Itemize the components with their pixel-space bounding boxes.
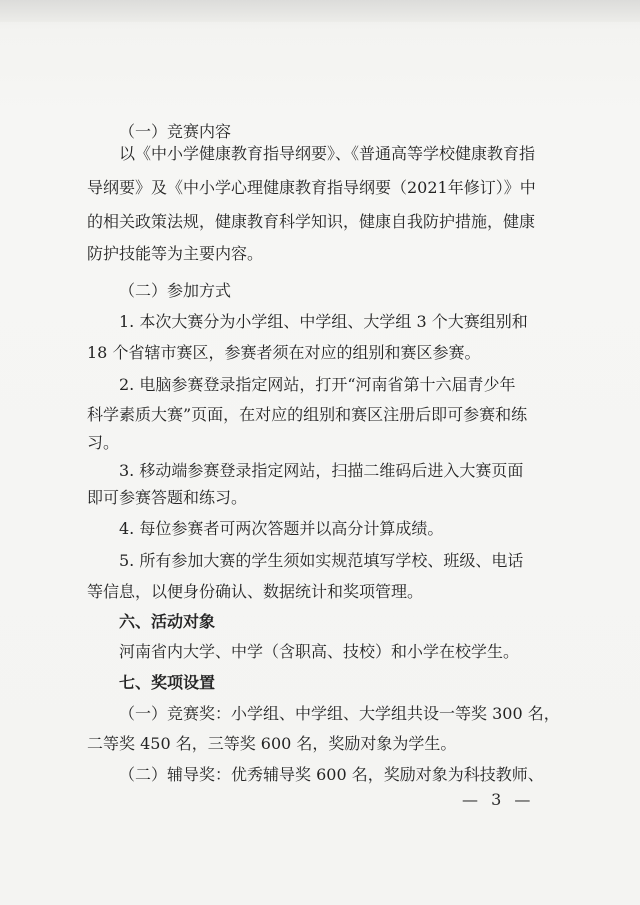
paragraph-line: 1. 本次大赛分为小学组、中学组、大学组 3 个大赛组别和	[119, 312, 528, 331]
paragraph-line: 以《中小学健康教育指导纲要》、《普通高等学校健康教育指	[119, 144, 536, 163]
paragraph-line: 防护技能等为主要内容。	[87, 244, 264, 263]
paragraph-line: 的相关政策法规，健康教育科学知识，健康自我防护措施，健康	[87, 212, 536, 231]
paragraph-line: （二）辅导奖：优秀辅导奖 600 名，奖励对象为科技教师、	[119, 765, 544, 784]
paragraph-line: 4. 每位参赛者可两次答题并以高分计算成绩。	[119, 519, 444, 538]
paragraph-line: 导纲要》及《中小学心理健康教育指导纲要（2021年修订）》中	[87, 178, 536, 197]
page-number: — 3 —	[462, 790, 535, 809]
paragraph-line: （一）竞赛奖：小学组、中学组、大学组共设一等奖 300 名，	[119, 704, 560, 723]
section-heading-participants: 六、活动对象	[119, 612, 216, 631]
paragraph-line: 即可参赛答题和练习。	[87, 488, 248, 507]
paragraph-line: 习。	[87, 433, 120, 452]
paragraph-line: 科学素质大赛”页面，在对应的组别和赛区注册后即可参赛和练	[87, 405, 528, 424]
paragraph-line: 3. 移动端参赛登录指定网站，扫描二维码后进入大赛页面	[119, 461, 524, 480]
paragraph-line: 等信息，以便身份确认、数据统计和奖项管理。	[87, 582, 424, 601]
paragraph-line: 二等奖 450 名，三等奖 600 名，奖励对象为学生。	[87, 734, 457, 753]
paragraph-line: 河南省内大学、中学（含职高、技校）和小学在校学生。	[119, 642, 520, 661]
paragraph-line: 18 个省辖市赛区，参赛者须在对应的组别和赛区参赛。	[87, 343, 481, 362]
section-heading-awards: 七、奖项设置	[119, 673, 216, 692]
section-heading-participation: （二）参加方式	[119, 281, 232, 300]
section-heading-competition-content: （一）竞赛内容	[119, 122, 232, 141]
paragraph-line: 5. 所有参加大赛的学生须如实规范填写学校、班级、电话	[119, 551, 524, 570]
paragraph-line: 2. 电脑参赛登录指定网站，打开“河南省第十六届青少年	[119, 375, 516, 394]
